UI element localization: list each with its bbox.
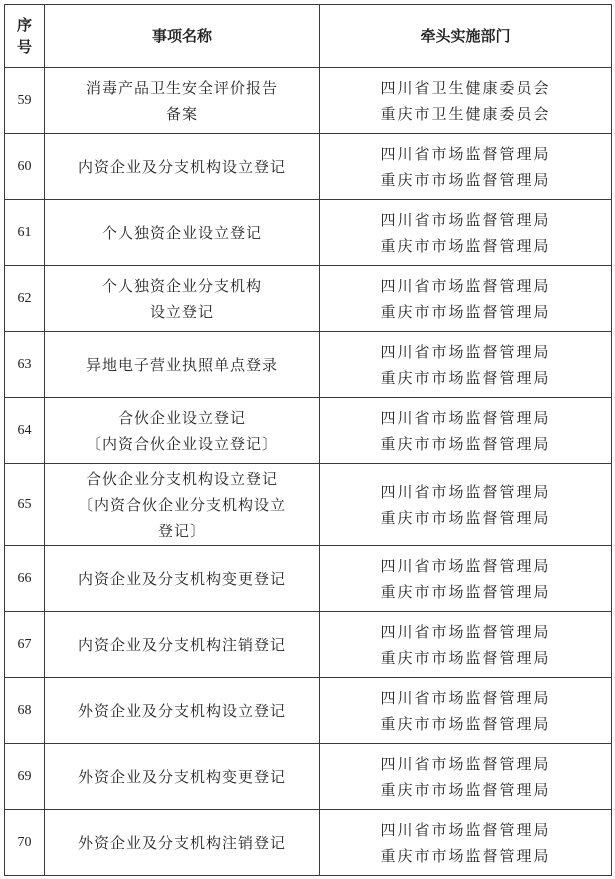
row-seq: 70	[5, 810, 45, 876]
department-line: 四川省市场监督管理局	[380, 622, 551, 641]
table-row	[5, 200, 612, 266]
department-line: 四川省市场监督管理局	[380, 276, 551, 295]
header-seq	[5, 5, 45, 68]
row-lead-department	[320, 464, 612, 546]
department-line: 重庆市市场监督管理局	[380, 170, 551, 189]
department-line: 四川省市场监督管理局	[380, 820, 551, 839]
matter-name-line: 内资企业及分支机构变更登记	[77, 569, 286, 588]
matter-name-line: 个人独资企业设立登记	[101, 223, 262, 242]
department-line: 重庆市市场监督管理局	[380, 368, 551, 387]
department-line: 重庆市市场监督管理局	[380, 846, 551, 865]
matter-name-line: 异地电子营业执照单点登录	[85, 355, 278, 374]
matter-name-line: 〔内资合伙企业分支机构设立	[77, 495, 286, 514]
row-lead-department	[320, 678, 612, 744]
row-matter-name	[45, 398, 320, 464]
table-row	[5, 68, 612, 134]
row-seq: 62	[5, 266, 45, 332]
row-matter-name	[45, 744, 320, 810]
table-row	[5, 134, 612, 200]
row-seq: 60	[5, 134, 45, 200]
department-line: 重庆市市场监督管理局	[380, 648, 551, 667]
row-seq: 68	[5, 678, 45, 744]
matter-name-line: 消毒产品卫生安全评价报告	[85, 78, 278, 97]
department-line: 四川省市场监督管理局	[380, 482, 551, 501]
matter-name-line: 内资企业及分支机构设立登记	[77, 157, 286, 176]
row-seq: 67	[5, 612, 45, 678]
row-seq: 64	[5, 398, 45, 464]
row-seq: 61	[5, 200, 45, 266]
row-lead-department	[320, 612, 612, 678]
matter-name-line: 设立登记	[149, 302, 214, 321]
row-lead-department	[320, 134, 612, 200]
matter-name-line: 备案	[165, 104, 198, 123]
table-row	[5, 398, 612, 464]
matter-name-line: 外资企业及分支机构变更登记	[77, 767, 286, 786]
header-seq-line1: 序	[16, 16, 32, 34]
row-matter-name	[45, 200, 320, 266]
row-matter-name	[45, 266, 320, 332]
row-seq: 69	[5, 744, 45, 810]
row-lead-department	[320, 68, 612, 134]
row-matter-name	[45, 546, 320, 612]
matter-name-line: 登记〕	[157, 521, 206, 540]
row-lead-department	[320, 266, 612, 332]
matter-name-line: 个人独资企业分支机构	[101, 276, 262, 295]
table-row	[5, 332, 612, 398]
department-line: 四川省市场监督管理局	[380, 408, 551, 427]
department-line: 重庆市市场监督管理局	[380, 714, 551, 733]
row-lead-department	[320, 398, 612, 464]
header-seq-line2: 号	[16, 38, 32, 56]
row-matter-name	[45, 134, 320, 200]
matter-name-line: 合伙企业设立登记	[117, 408, 246, 427]
row-seq: 59	[5, 68, 45, 134]
row-lead-department	[320, 332, 612, 398]
matter-name-line: 外资企业及分支机构设立登记	[77, 701, 286, 720]
department-line: 重庆市市场监督管理局	[380, 236, 551, 255]
department-line: 重庆市市场监督管理局	[380, 582, 551, 601]
department-line: 四川省市场监督管理局	[380, 688, 551, 707]
row-lead-department	[320, 546, 612, 612]
table-row	[5, 546, 612, 612]
department-line: 重庆市市场监督管理局	[380, 302, 551, 321]
row-lead-department	[320, 200, 612, 266]
row-matter-name	[45, 332, 320, 398]
department-line: 四川省市场监督管理局	[380, 556, 551, 575]
header-dept: 牵头实施部门	[320, 5, 612, 68]
department-line: 四川省市场监督管理局	[380, 144, 551, 163]
table-row	[5, 744, 612, 810]
row-matter-name	[45, 68, 320, 134]
table-row	[5, 810, 612, 876]
matter-name-line: 合伙企业分支机构设立登记	[85, 469, 278, 488]
table-row	[5, 612, 612, 678]
header-name: 事项名称	[45, 5, 320, 68]
row-matter-name	[45, 464, 320, 546]
department-line: 重庆市市场监督管理局	[380, 508, 551, 527]
row-seq: 66	[5, 546, 45, 612]
table-row	[5, 464, 612, 546]
matter-name-line: 外资企业及分支机构注销登记	[77, 833, 286, 852]
table-body	[5, 68, 612, 876]
table-row	[5, 678, 612, 744]
row-matter-name	[45, 810, 320, 876]
row-matter-name	[45, 678, 320, 744]
department-line: 四川省卫生健康委员会	[380, 78, 551, 97]
matters-table	[4, 4, 612, 876]
matter-name-line: 内资企业及分支机构注销登记	[77, 635, 286, 654]
row-seq: 63	[5, 332, 45, 398]
header-row	[5, 5, 612, 68]
department-line: 四川省市场监督管理局	[380, 210, 551, 229]
department-line: 重庆市市场监督管理局	[380, 780, 551, 799]
department-line: 四川省市场监督管理局	[380, 754, 551, 773]
department-line: 重庆市卫生健康委员会	[380, 104, 551, 123]
row-lead-department	[320, 744, 612, 810]
row-seq: 65	[5, 464, 45, 546]
department-line: 重庆市市场监督管理局	[380, 434, 551, 453]
table-row	[5, 266, 612, 332]
department-line: 四川省市场监督管理局	[380, 342, 551, 361]
row-lead-department	[320, 810, 612, 876]
row-matter-name	[45, 612, 320, 678]
matter-name-line: 〔内资合伙企业设立登记〕	[85, 434, 278, 453]
